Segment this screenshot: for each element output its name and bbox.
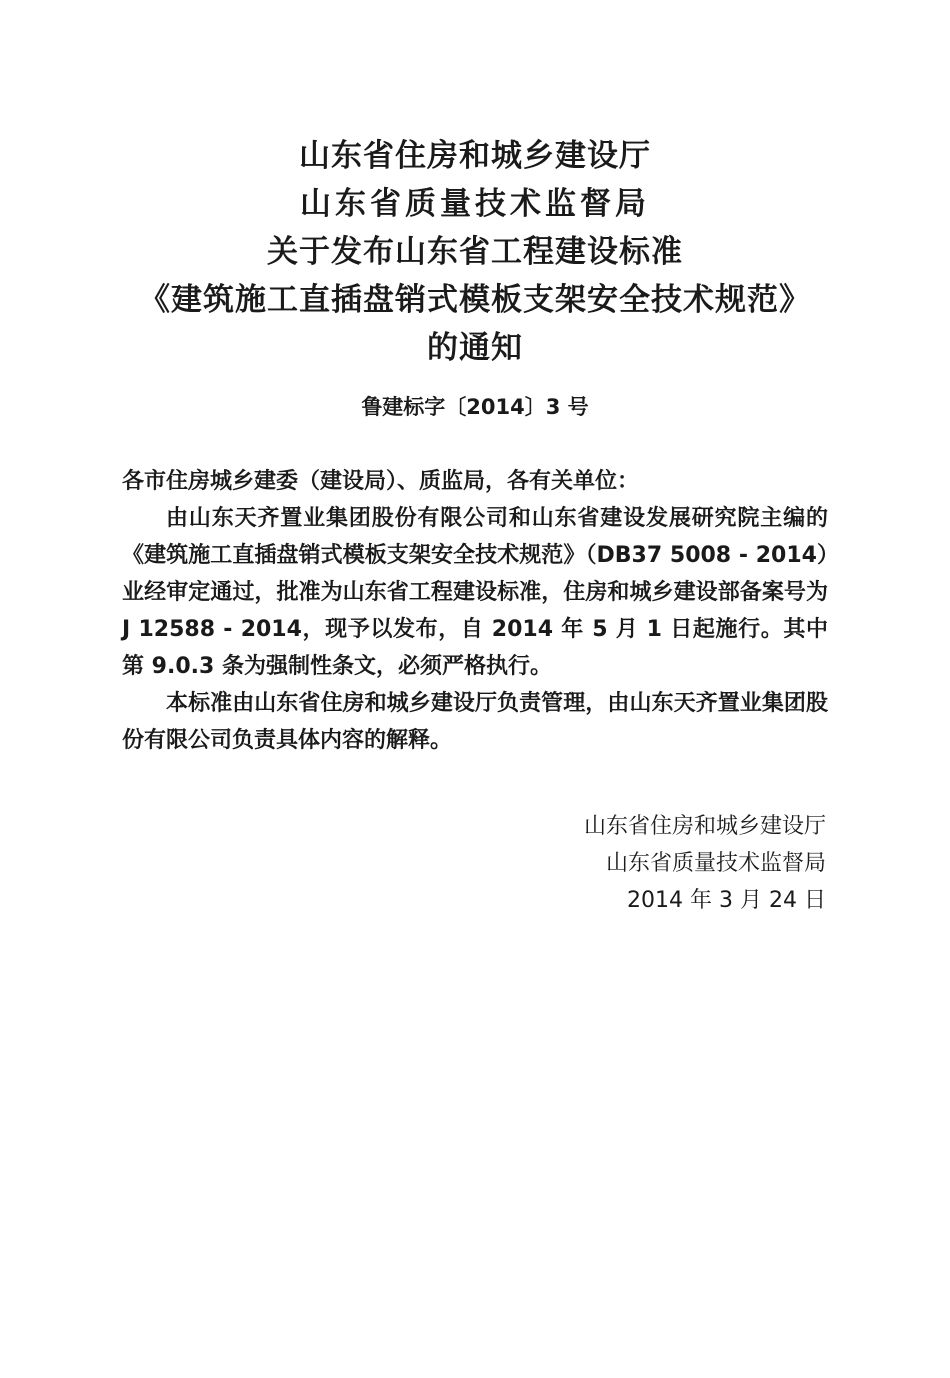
body-paragraph-1: 由山东天齐置业集团股份有限公司和山东省建设发展研究院主编的《建筑施工直插盘销式模板支架安全技术规范》（DB37 5008 - 2014）业经审定通过，批准为山东省工程建设标准，住房和城乡建设部备案号为 J 12588 - 2014，现予以发布，自 2014 年 5 月 1 日起施行。其中第 9.0.3 条为强制性条文，必须严格执行。 xyxy=(122,506,828,679)
body-paragraph-2: 本标准由山东省住房和城乡建设厅负责管理，由山东天齐置业集团股份有限公司负责具体内容的解释。 xyxy=(122,691,828,753)
title-line-issuer-1: 山东省住房和城乡建设厅 xyxy=(299,138,651,174)
title-line-notice: 的通知 xyxy=(427,330,523,366)
title-line-issuer-2: 山东省质量技术监督局 xyxy=(300,186,650,222)
salutation: 各市住房城乡建委（建设局）、质监局，各有关单位： xyxy=(122,469,640,494)
title-line-subject: 关于发布山东省工程建设标准 xyxy=(267,234,683,270)
title-line-standard-name: 《建筑施工直插盘销式模板支架安全技术规范》 xyxy=(139,282,811,318)
document-number: 鲁建标字〔2014〕3 号 xyxy=(361,395,589,419)
signature-org-1: 山东省住房和城乡建设厅 xyxy=(583,814,826,839)
signature-org-2: 山东省质量技术监督局 xyxy=(605,851,826,876)
notice-body xyxy=(122,463,828,759)
signature-date: 2014 年 3 月 24 日 xyxy=(627,888,826,913)
notice-title xyxy=(0,132,950,372)
signature-block xyxy=(584,808,826,919)
